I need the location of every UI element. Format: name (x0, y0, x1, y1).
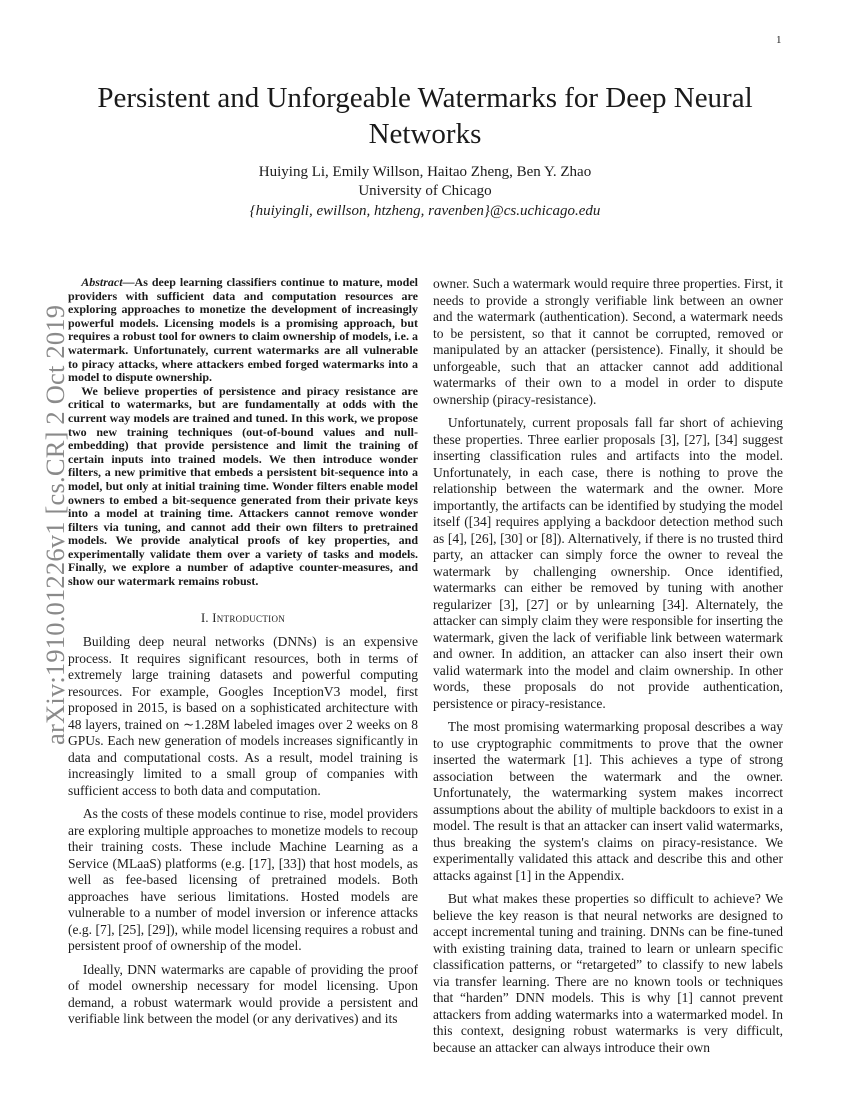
right-paragraph-1: owner. Such a watermark would require three properties. First, it needs to provide a strongly verifiable link between an owner and the watermark (authentication). Second, a watermark needs to be persistent, so that it cannot be corrupted, removed or manipulated by an attacker (persistence). Finally, it should be unforgeable, such that an attacker cannot add additional watermarks of their own to a model in order to dispute ownership (piracy-resistance). (433, 276, 783, 407)
left-paragraph-2: As the costs of these models continue to rise, model providers are exploring multiple approaches to monetize models to recoup their training costs. These include Machine Learning as a Service (MLaaS) platforms (e.g. [17], [33]) that host models, as well as fee-based licensing of pretrained models. Both approaches have serious limitations. Hosted models are vulnerable to a number of model inversion or inference attacks (e.g. [7], [25], [29]), while model licensing requires a robust and persistent proof of ownership of the model. (68, 806, 418, 954)
abstract-paragraph-1 (68, 276, 418, 385)
right-column (433, 276, 783, 1056)
section-numeral: I. (200, 610, 209, 625)
paper-affiliation: University of Chicago (358, 183, 492, 199)
left-paragraph-3: Ideally, DNN watermarks are capable of providing the proof of model ownership necessary for model licensing. Upon demand, a robust watermark would provide a persistent and verifiable link between the model (or any derivatives) and its (68, 961, 418, 1027)
left-paragraph-1: Building deep neural networks (DNNs) is an expensive process. It requires significant resources, both in terms of extremely large training datasets and powerful computing resources. For example, Googles InceptionV3 model, first proposed in 2015, is based on a sophisticated architecture with 48 layers, trained on ∼1.28M labeled images over 2 weeks on 8 GPUs. Each new generation of models increases significantly in data and computational costs. As a result, model training is increasingly limited to a small group of companies with sufficient access to both data and computation. (68, 634, 418, 798)
abstract-p1-text: —As deep learning classifiers continue to mature, model providers with sufficient data and computation resources are exploring approaches to monetize the development of increasingly powerful models. Licensing models is a promising approach, but requires a robust tool for owners to claim ownership of models, i.e. a watermark. Unfortunately, current watermarks are all vulnerable to piracy attacks, where attackers embed forged watermarks into a model to dispute ownership. (68, 275, 418, 385)
abstract-paragraph-2: We believe properties of persistence and piracy resistance are critical to watermarks, but are fundamentally at odds with the current way models are trained and tuned. In this work, we propose two new training techniques (out-of-bound values and null-embedding) that provide persistence and limit the training of certain inputs into trained models. We then introduce wonder filters, a new primitive that embeds a persistent bit-sequence into a model, but only at initial training time. Wonder filters enable model owners to embed a bit-sequence generated from their private keys into a model at training time. Attackers cannot remove wonder filters via tuning, and cannot add their own filters to pretrained models. We provide analytical proofs of key properties, and experimentally validate them over a variety of tasks and models. Finally, we explore a number of adaptive counter-measures, and show our watermark remains robust. (68, 383, 418, 589)
section-heading (68, 610, 418, 627)
right-paragraph-2: Unfortunately, current proposals fall far short of achieving these properties. Three earlier proposals [3], [27], [34] suggest inserting classification rules and artifacts into the model. Unfortunately, in each case, there is nothing to prove the relationship between the watermark and the owner. More importantly, the artifacts can be identified by studying the model itself ([34] requires applying a backdoor detection method such as [4], [26], [30] or [8]). Alternatively, if there is no trusted third party, an attacker can simply force the owner to reveal the watermark by challenging ownership. Once identified, watermarks can either be removed by tuning with another regularizer [3], [27] or by unlearning [34]. Alternately, the attacker can simply claim they were responsible for inserting the watermark, given the lack of verifiable link between watermark and owner. In addition, an attacker can also insert their own valid watermark into the model and claim ownership. In other words, these proposals do not provide authentication, persistence or piracy-resistance. (433, 415, 783, 711)
page-number: 1 (776, 34, 782, 46)
section-title: Introduction (212, 610, 286, 625)
paper-title: Persistent and Unforgeable Watermarks for Deep Neural Networks (97, 82, 753, 150)
paper-authors: Huiying Li, Emily Willson, Haitao Zheng, Ben Y. Zhao (258, 164, 592, 180)
left-column (68, 276, 418, 1028)
abstract (68, 276, 418, 589)
paper-emails-text: {huiyingli, ewillson, htzheng, ravenben}@cs.uchicago.edu (249, 203, 601, 219)
left-body (68, 634, 418, 1028)
right-paragraph-3: The most promising watermarking proposal describes a way to use cryptographic commitments to prove that the owner inserted the watermark [1]. This achieves a type of strong association between the watermark and the owner. Unfortunately, the watermarking system makes incorrect assumptions about the ability of multiple backdoors to exist in a model. The result is that an attacker can insert valid watermarks, thus breaking the system's claims on piracy-resistance. We experimentally validated this attack and describe this and other attacks against [1] in the Appendix. (433, 719, 783, 883)
abstract-label: Abstract (81, 275, 123, 289)
paper-emails (60, 202, 790, 221)
arxiv-stamp: arXiv:1910.01226v1 [cs.CR] 2 Oct 2019 (40, 304, 70, 745)
right-paragraph-4: But what makes these properties so difficult to achieve? We believe the key reason is that neural networks are designed to accept incremental tuning and training. DNNs can be fine-tuned with existing training data, trained to learn or unlearn specific classification patterns, or “retargeted” to classify to new labels via transfer learning. There are no known tools or techniques that “harden” DNN models. This is why [1] cannot prevent attackers from adding watermarks into a watermarked model. In this context, designing robust watermarks is very difficult, because an attacker can always introduce their own (433, 891, 783, 1055)
